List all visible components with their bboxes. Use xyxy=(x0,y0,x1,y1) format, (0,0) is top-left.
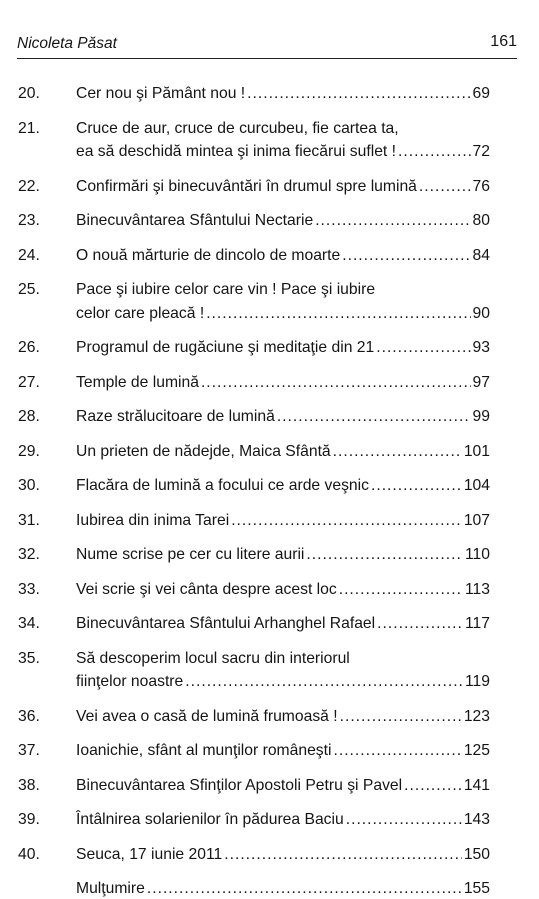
toc-entry-number: 35. xyxy=(18,649,40,667)
toc-entry-number: 33. xyxy=(18,580,40,598)
toc-entry-title: Ioanichie, sfânt al munţilor româneşti xyxy=(76,742,332,759)
toc-entry-page: 80 xyxy=(472,212,490,229)
dot-leader xyxy=(333,741,461,761)
toc-entry-number: 26. xyxy=(18,339,40,356)
page-header xyxy=(17,33,517,57)
toc-entry-line xyxy=(76,373,490,393)
toc-entry-title: O nouă mărturie de dincolo de moarte xyxy=(76,246,341,264)
toc-entry-number: 29. xyxy=(18,442,40,460)
toc-entry-page: 69 xyxy=(472,85,490,102)
toc-entry-title: Programul de rugăciune şi meditaţie din 21 xyxy=(76,339,375,356)
toc-entry-page: 150 xyxy=(463,845,490,863)
dot-leader xyxy=(277,407,471,427)
toc-entry-line xyxy=(76,442,490,462)
toc-entry-title: Temple de lumină xyxy=(76,373,199,391)
dot-leader xyxy=(231,511,462,531)
toc-entry-title: Cruce de aur, cruce de curcubeu, fie cartea ta, xyxy=(76,119,399,137)
toc-entry-number: 30. xyxy=(18,477,40,494)
page-number: 161 xyxy=(490,33,517,50)
toc-entry-number: 22. xyxy=(18,177,40,195)
dot-leader xyxy=(315,211,470,231)
toc-entry-line xyxy=(76,511,490,531)
toc-entry-number: 20. xyxy=(18,85,40,102)
toc-entry-line xyxy=(76,707,490,727)
toc-entry-line xyxy=(76,177,490,197)
toc-entry-number: 32. xyxy=(18,546,40,563)
toc-entry-page: 143 xyxy=(463,811,490,828)
toc-entry-page: 90 xyxy=(472,304,490,322)
toc-entry-title: Iubirea din inima Tarei xyxy=(76,511,230,529)
toc-entry-title: Cer nou şi Pământ nou ! xyxy=(76,85,246,102)
toc-entry-line xyxy=(76,845,490,865)
toc-entry-title: Confirmări şi binecuvântări în drumul spre lumină xyxy=(76,177,417,195)
toc-entry-title: ea să deschidă mintea şi inima fiecărui suflet ! xyxy=(76,143,397,160)
toc-entry-title: Vei avea o casă de lumină frumoasă ! xyxy=(76,707,338,725)
toc-entry-page: 117 xyxy=(464,615,490,632)
toc-entry-line xyxy=(76,614,490,634)
toc-entry-page: 72 xyxy=(472,143,490,160)
dot-leader xyxy=(342,246,470,266)
dot-leader xyxy=(206,304,470,324)
header-rule xyxy=(17,58,517,59)
toc-entry-line xyxy=(76,338,490,358)
dot-leader xyxy=(247,84,470,104)
dot-leader xyxy=(185,672,463,692)
toc-entry-line xyxy=(76,580,490,600)
toc-entry-title: Mulţumire xyxy=(76,880,145,897)
toc-entry-page: 104 xyxy=(463,477,490,494)
dot-leader xyxy=(404,776,462,796)
toc-entry-line xyxy=(76,476,490,496)
toc-entry-title: Binecuvântarea Sfântului Arhanghel Rafael xyxy=(76,615,376,632)
toc-entry-line xyxy=(76,545,490,565)
toc-entry-page: 93 xyxy=(472,339,490,356)
toc-entry-page: 84 xyxy=(472,246,490,264)
toc-entry-number: 25. xyxy=(18,281,40,298)
toc-entry-page: 113 xyxy=(464,580,490,598)
toc-entry-page: 97 xyxy=(472,373,490,391)
dot-leader xyxy=(377,614,463,634)
toc-entry-number: 38. xyxy=(18,776,40,794)
toc-entry-number: 39. xyxy=(18,811,40,828)
toc-entry-line xyxy=(76,84,490,104)
toc-entry-page: 76 xyxy=(472,177,490,195)
toc-entry-title: Flacăra de lumină a focului ce arde veşnic xyxy=(76,477,369,494)
dot-leader xyxy=(224,845,462,865)
toc-entry-number: 21. xyxy=(18,119,40,137)
running-header-author: Nicoleta Păsat xyxy=(17,35,117,52)
toc-entry-line xyxy=(76,776,490,796)
toc-entry-line xyxy=(76,672,490,692)
toc-entry-number: 24. xyxy=(18,246,40,264)
toc-entry-line xyxy=(76,211,490,231)
toc-entry-number: 27. xyxy=(18,373,40,391)
toc-entry-number: 31. xyxy=(18,511,40,529)
dot-leader xyxy=(147,879,462,899)
toc-entry-title: fiinţelor noastre xyxy=(76,673,184,690)
toc-entry-number: 37. xyxy=(18,742,40,759)
toc-entry-line xyxy=(76,879,490,899)
toc-entry-page: 110 xyxy=(464,546,490,563)
toc-entry-page: 101 xyxy=(463,442,490,460)
toc-entry-page: 125 xyxy=(463,742,490,759)
toc-entry-line xyxy=(76,649,490,669)
toc-entry-number: 28. xyxy=(18,408,40,425)
toc-entry-page: 123 xyxy=(463,707,490,725)
toc-entry-number: 36. xyxy=(18,707,40,725)
toc-entry-page: 155 xyxy=(463,880,490,897)
dot-leader xyxy=(419,177,471,197)
toc-entry-title: Binecuvântarea Sfântului Nectarie xyxy=(76,212,314,229)
toc-entry-line xyxy=(76,119,490,139)
toc-entry-page: 99 xyxy=(472,408,490,425)
toc-entry-line xyxy=(76,142,490,162)
toc-entry-page: 107 xyxy=(463,511,490,529)
toc-entry-title: Vei scrie şi vei cânta despre acest loc xyxy=(76,580,337,598)
toc-entry-title: Un prieten de nădejde, Maica Sfântă xyxy=(76,442,331,460)
toc-entry-page: 119 xyxy=(464,673,490,690)
toc-entry-title: Raze strălucitoare de lumină xyxy=(76,408,275,425)
dot-leader xyxy=(333,442,462,462)
toc-entry-number: 40. xyxy=(18,845,40,863)
toc-entry-number: 34. xyxy=(18,615,40,632)
dot-leader xyxy=(371,476,462,496)
dot-leader xyxy=(398,142,471,162)
toc-entry-line xyxy=(76,246,490,266)
toc-entry-title: Seuca, 17 iunie 2011 xyxy=(76,845,223,863)
toc-entry-title: Pace şi iubire celor care vin ! Pace şi iubire xyxy=(76,281,376,298)
dot-leader xyxy=(201,373,471,393)
toc-entry-title: celor care pleacă ! xyxy=(76,304,205,322)
toc-entry-line xyxy=(76,407,490,427)
toc-entry-title: Nume scrise pe cer cu litere aurii xyxy=(76,546,305,563)
dot-leader xyxy=(306,545,463,565)
dot-leader xyxy=(346,810,462,830)
dot-leader xyxy=(376,338,470,358)
toc-entry-page: 141 xyxy=(463,776,490,794)
toc-entry-line xyxy=(76,304,490,324)
toc-entry-title: Întâlnirea solarienilor în pădurea Baciu xyxy=(76,811,344,828)
toc-entry-title: Binecuvântarea Sfinţilor Apostoli Petru şi Pavel xyxy=(76,776,403,794)
toc-entry-line xyxy=(76,810,490,830)
toc-entry-line xyxy=(76,741,490,761)
toc-entry-number: 23. xyxy=(18,212,40,229)
dot-leader xyxy=(340,707,462,727)
toc-entry-line xyxy=(76,280,490,300)
toc-entry-title: Să descoperim locul sacru din interiorul xyxy=(76,649,350,667)
dot-leader xyxy=(339,580,463,600)
